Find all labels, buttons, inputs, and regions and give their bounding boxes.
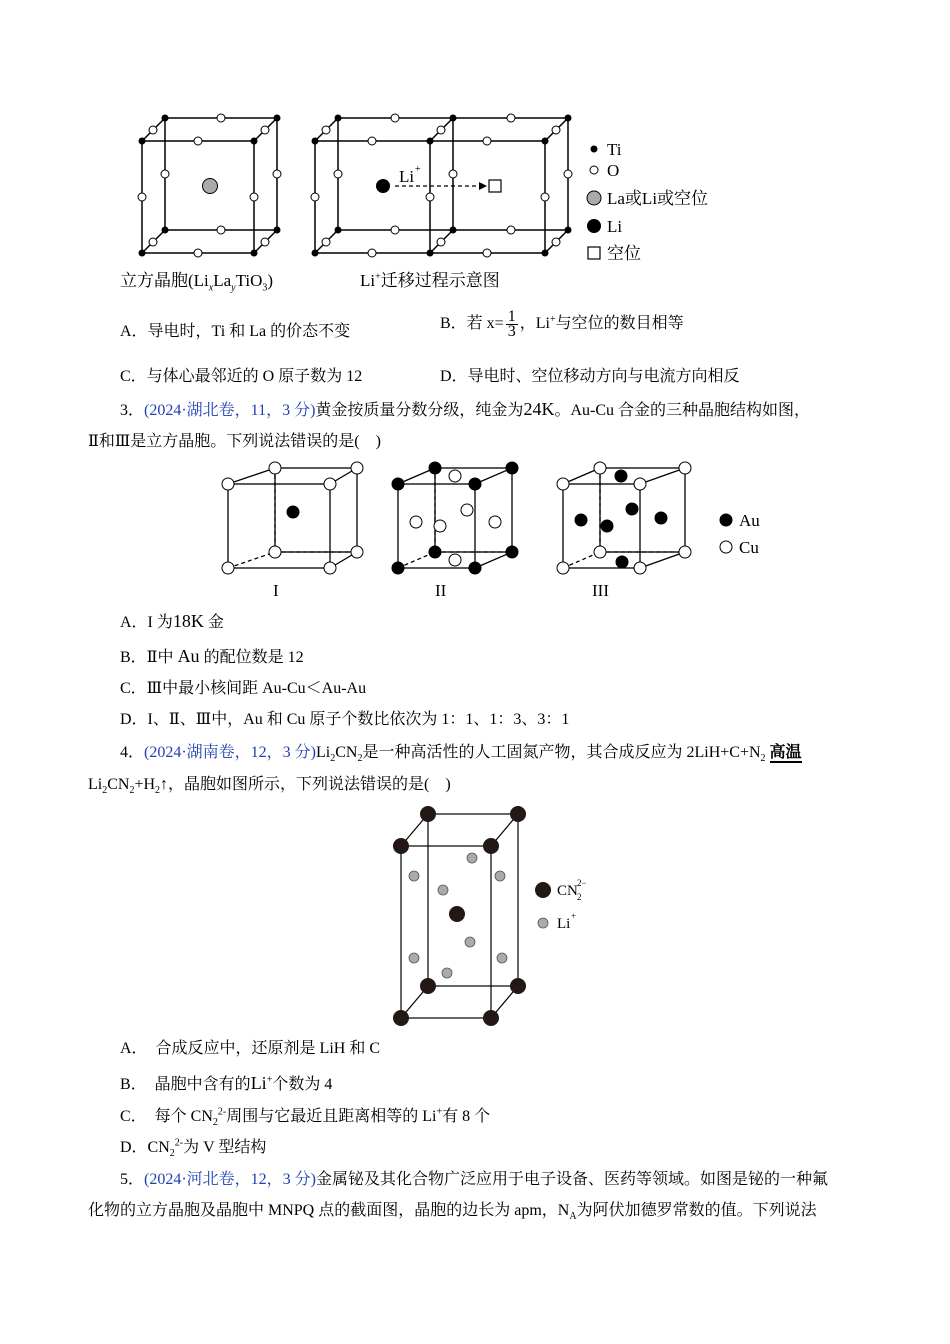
li2cn2-atoms <box>393 806 526 1026</box>
la-legend-icon <box>587 191 601 205</box>
o-legend-icon <box>590 166 598 174</box>
svg-text:La或Li或空位: La或Li或空位 <box>607 189 709 208</box>
cu-legend-icon <box>720 541 732 553</box>
cube-right <box>315 118 568 253</box>
cn2-legend-icon <box>535 882 551 898</box>
svg-text:Li: Li <box>607 217 623 236</box>
svg-text:Cu: Cu <box>739 538 759 557</box>
q3-stem-line2: Ⅱ和Ⅲ是立方晶胞。下列说法错误的是( ) <box>88 433 381 450</box>
q4-source: (2024·湖南卷，12，3 分) <box>144 744 317 761</box>
vacancy-legend-icon <box>588 247 600 259</box>
svg-text:O: O <box>607 161 620 180</box>
ti-atom <box>162 115 169 122</box>
ti-atom <box>274 115 281 122</box>
q3-source: (2024·湖北卷，11，3 分) <box>144 402 316 419</box>
q4-stem-line2: $Li_2CN_2+H_2↑$，晶胞如图所示，下列说法错误的是( ) <box>88 776 451 797</box>
legend-fig1 <box>587 140 708 263</box>
ti-atom <box>162 227 169 234</box>
q3-stem-line1: 3．(2024·湖北卷，11，3 分)黄金按质量分数分级，纯金为24K。Au-Cu 合金的三种晶胞结构如图， <box>120 399 810 419</box>
q3-option-b[interactable]: B．Ⅱ中 Au 的配位数是 12 <box>120 646 304 666</box>
o-atom <box>273 170 281 178</box>
o-atom <box>194 137 202 145</box>
q2-option-b[interactable]: B．若 x= $\frac{1}{3}$ ，Li+与空位的数目相等 <box>440 308 684 340</box>
reaction-condition: 高温 <box>769 744 802 761</box>
li-atom <box>376 179 390 193</box>
o-atom <box>261 238 269 246</box>
svg-text:+: + <box>415 164 421 175</box>
li-migration-label: Li <box>399 167 415 186</box>
o-atom <box>261 126 269 134</box>
li-legend-icon <box>538 918 548 928</box>
ti-atom <box>251 138 258 145</box>
o-atom <box>217 226 225 234</box>
q3-option-c[interactable]: C．Ⅲ中最小核间距 Au-Cu＜Au-Au <box>120 680 367 697</box>
cell-label-III: III <box>592 581 609 600</box>
q5-stem-line2: 化物的立方晶胞及晶胞中 MNPQ 点的截面图，晶胞的边长为 apm，$N_A$为阿伏加德罗常数的值。下列说法 <box>88 1202 817 1223</box>
ti-atom <box>274 227 281 234</box>
fig1-caption-left: 立方晶胞$(Li_xLa_yTiO_3)$ <box>120 271 274 294</box>
vacancy-square <box>489 180 501 192</box>
o-atom <box>250 193 258 201</box>
svg-text:CN: CN <box>557 883 578 899</box>
fig1-caption-right: Li+迁移过程示意图 <box>360 271 500 290</box>
q4-option-a[interactable]: A． 合成反应中，还原剂是 LiH 和 C <box>120 1040 381 1057</box>
o-atom <box>217 114 225 122</box>
fraction: $\frac{1}{3}$ <box>507 308 516 340</box>
q3-option-a[interactable]: A．I 为18K 金 <box>120 611 224 631</box>
svg-text:2: 2 <box>577 892 582 902</box>
q4-option-b[interactable]: B． 晶胞中含有的Li+个数为 4 <box>120 1073 333 1093</box>
cell-label-I: I <box>273 581 279 600</box>
q2-option-d[interactable]: D．导电时、空位移动方向与电流方向相反 <box>440 368 740 385</box>
figure-au-cu-cells <box>215 460 775 605</box>
ti-atom <box>139 250 146 257</box>
q5-stem-line1: 5．(2024·河北卷，12，3 分)金属铋及其化合物广泛应用于电子设备、医药等领域。如图是铋的一种氟 <box>120 1171 829 1188</box>
figure-li2cn2-cell <box>385 800 615 1035</box>
o-atom <box>194 249 202 257</box>
q5-source: (2024·河北卷，12，3 分) <box>144 1171 317 1188</box>
li-legend-icon <box>587 219 601 233</box>
o-atom <box>149 126 157 134</box>
svg-text:空位: 空位 <box>607 244 641 263</box>
ti-atom <box>139 138 146 145</box>
o-atom <box>149 238 157 246</box>
q2-option-c[interactable]: C．与体心最邻近的 O 原子数为 12 <box>120 368 363 385</box>
svg-text:Li: Li <box>557 916 571 932</box>
au-legend-icon <box>720 514 732 526</box>
q4-option-d[interactable]: D．$CN_2^{2-}$为 V 型结构 <box>120 1137 267 1160</box>
o-atom <box>161 170 169 178</box>
la-atom <box>203 179 218 194</box>
q4-option-c[interactable]: C． 每个 $CN_2^{2-}$周围与它最近且距离相等的 Li+有 8 个 <box>120 1106 491 1129</box>
q2-option-a[interactable]: A．导电时，Ti 和 La 的价态不变 <box>120 323 351 340</box>
cube-right-atoms <box>311 114 572 257</box>
q4-stem-line1: 4．(2024·湖南卷，12，3 分)$Li_2CN_2$是一种高活性的人工固氮产物，其合成反应为 $2LiH+C+N_2$ 高温 <box>120 744 802 765</box>
svg-text:2−: 2− <box>577 878 587 888</box>
svg-text:+: + <box>571 911 577 921</box>
cell-label-II: II <box>435 581 447 600</box>
svg-text:Au: Au <box>739 511 760 530</box>
svg-text:Ti: Ti <box>607 140 622 159</box>
q3-option-d[interactable]: D．I、Ⅱ、Ⅲ中，Au 和 Cu 原子个数比依次为 1：1、1：3、3：1 <box>120 711 570 728</box>
ti-atom <box>251 250 258 257</box>
ti-legend-icon <box>591 146 598 153</box>
o-atom <box>138 193 146 201</box>
